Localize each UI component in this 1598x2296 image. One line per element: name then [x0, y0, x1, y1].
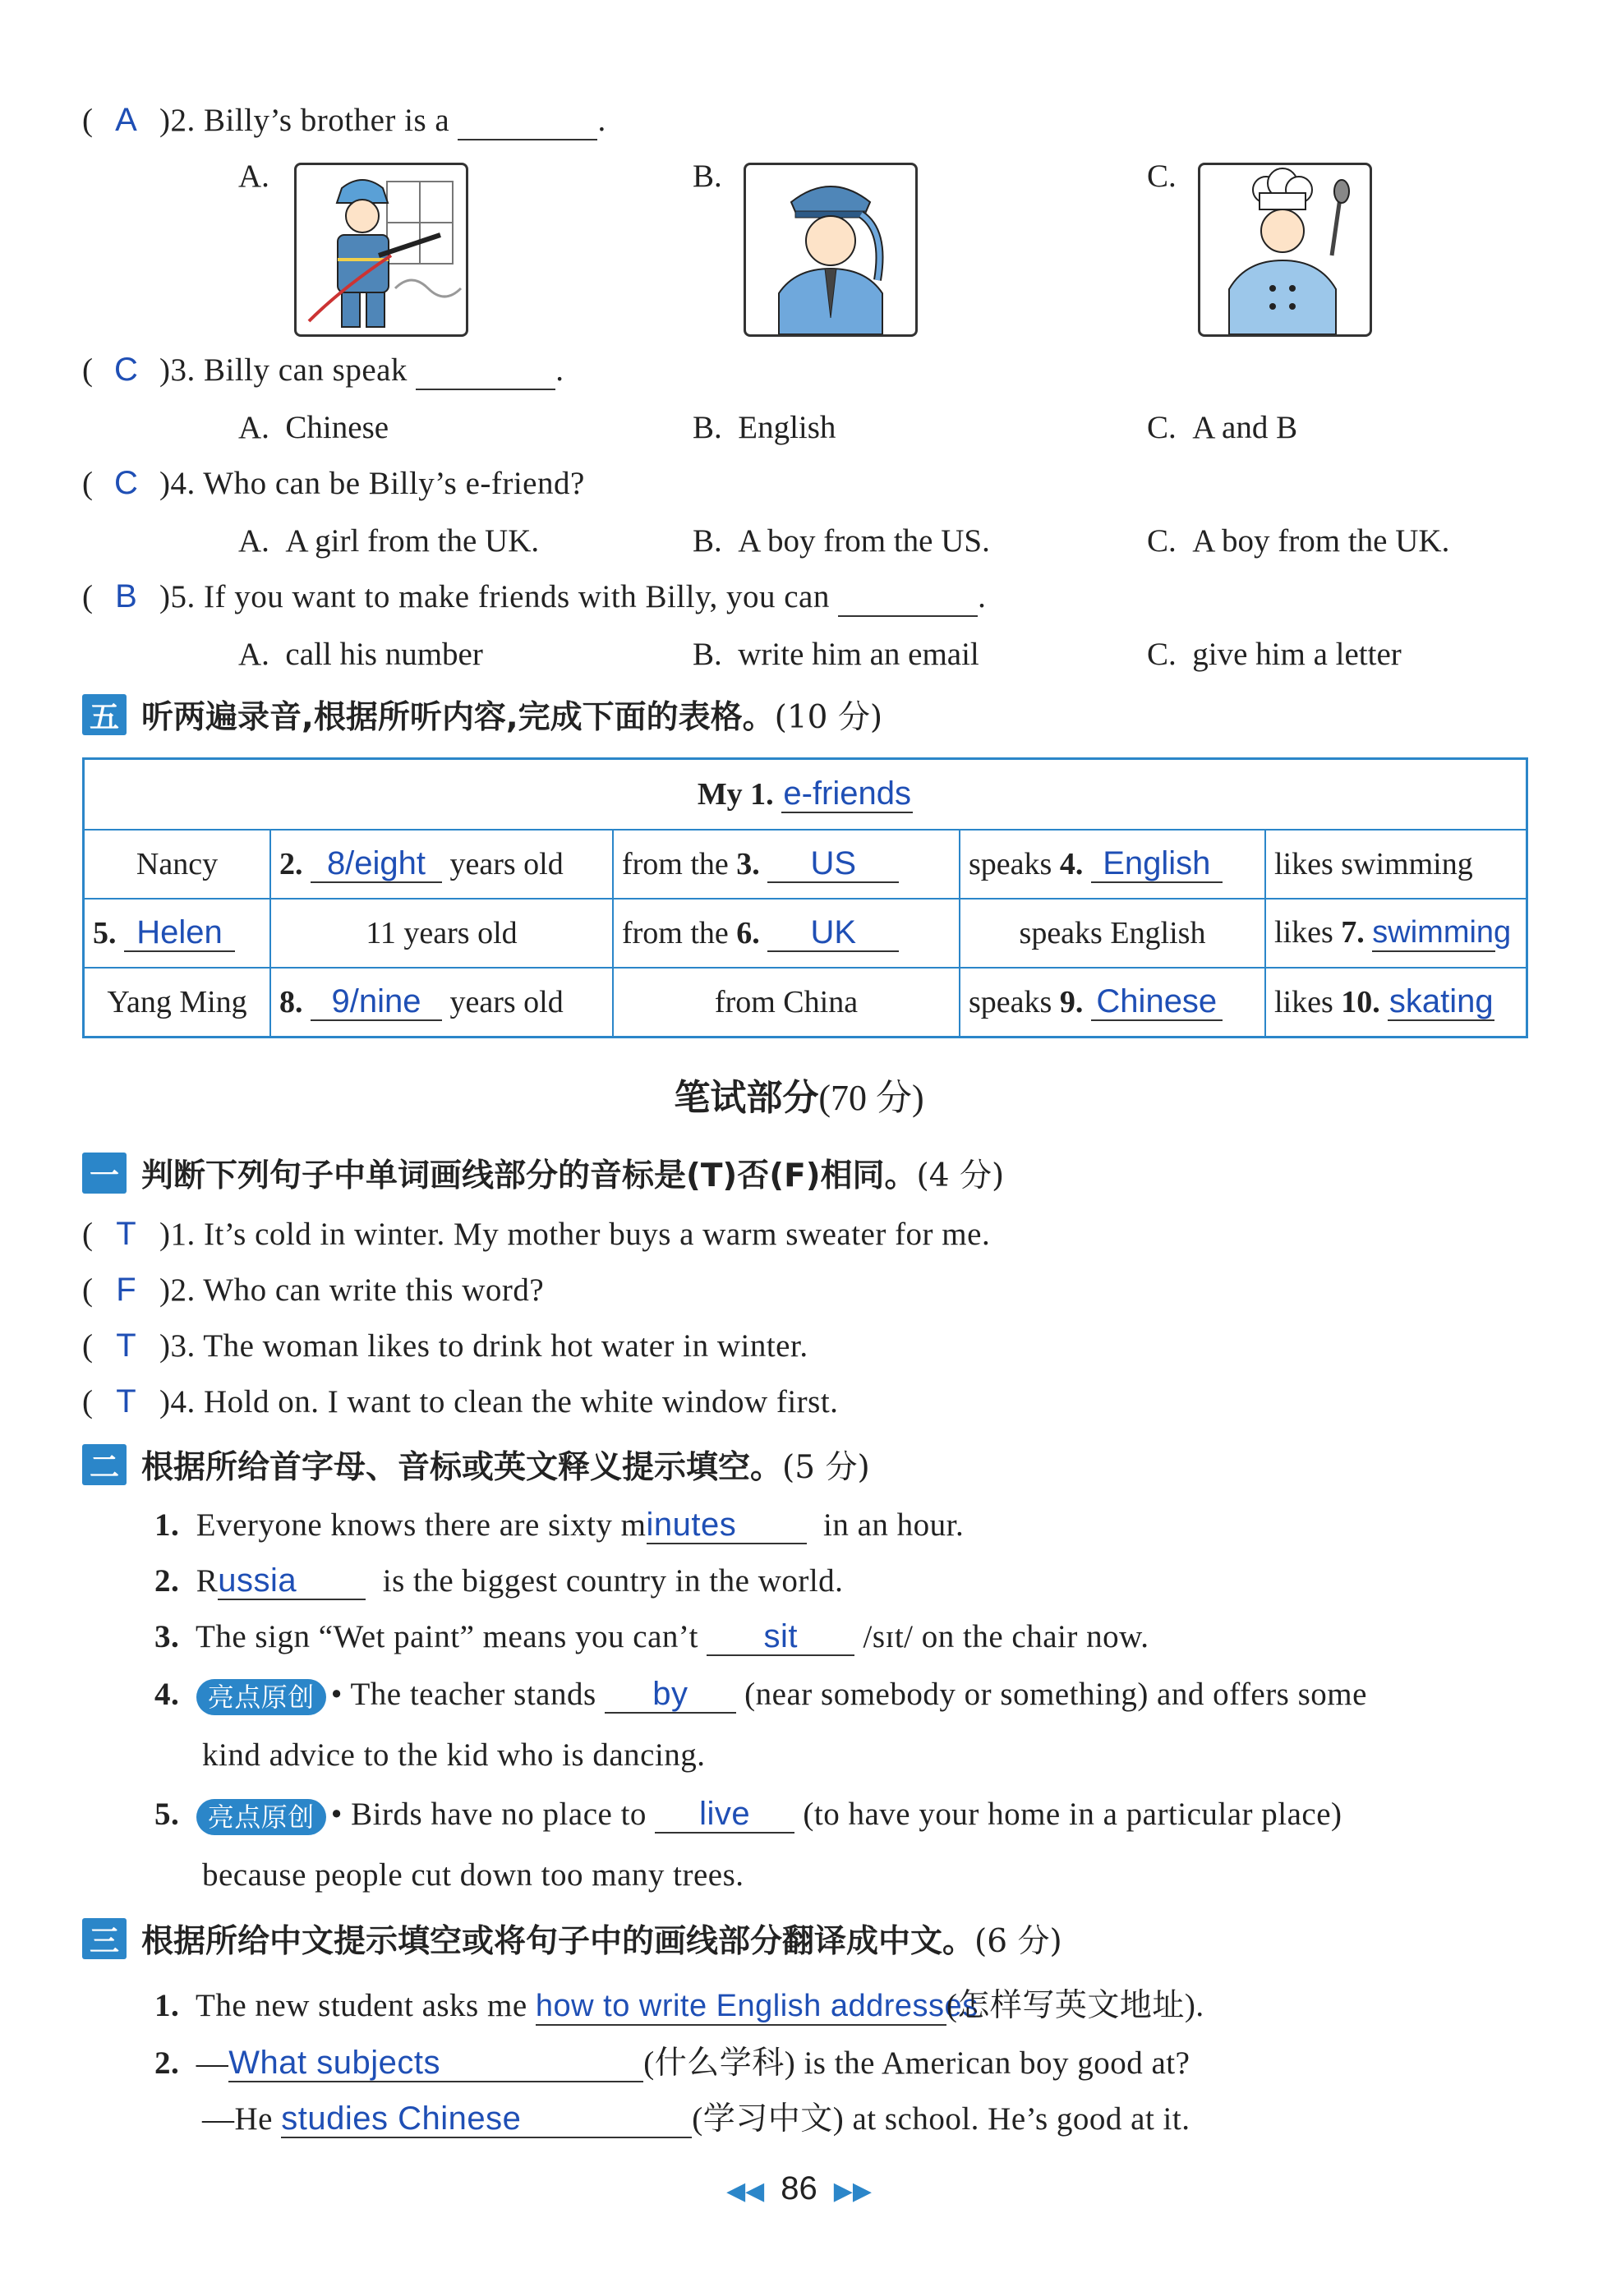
answer-blank: [838, 580, 978, 617]
item-text: The woman likes to drink hot water in winter.: [203, 1328, 808, 1364]
question-text: If you want to make friends with Billy, you can: [204, 579, 830, 614]
question-number: )2.: [159, 103, 196, 138]
hobby-cell: likes swimming: [1265, 830, 1527, 899]
section-title: 根据所给首字母、音标或英文释义提示填空。: [141, 1449, 783, 1486]
answer-blank: US: [767, 845, 899, 883]
question-2: ( A )2. Billy’s brother is a .: [82, 102, 606, 140]
police-officer-picture: [744, 163, 918, 337]
option-a-label: A.: [238, 159, 269, 194]
option-c: C. A boy from the UK.: [1147, 523, 1450, 559]
question-number: )3.: [159, 352, 196, 388]
police-officer-icon: [746, 165, 915, 334]
name-cell: 5. Helen: [84, 899, 271, 968]
part-3-item-1: 1. The new student asks me how to write English addresses(怎样写英文地址).: [154, 1980, 1204, 2026]
item-text: Hold on. I want to clean the white window first.: [204, 1384, 839, 1419]
section-title: 听两遍录音,根据所听内容,完成下面的表格。: [141, 699, 775, 736]
table-row: [84, 899, 1527, 968]
option-c: C. A and B: [1147, 410, 1298, 445]
answer: T: [116, 1216, 137, 1252]
hobby-cell: likes 10. skating: [1265, 968, 1527, 1038]
answer-blank: skating: [1388, 983, 1494, 1019]
option-a: A. call his number: [238, 637, 483, 672]
part-2-item-5-line-2: because people cut down too many trees.: [202, 1857, 744, 1893]
prev-page-icon: ◀◀: [726, 2177, 765, 2206]
question-text: Billy can speak: [204, 352, 408, 388]
section-score: (4 分): [916, 1157, 1005, 1194]
answer: T: [116, 1383, 137, 1419]
answer-blank: UK: [767, 914, 899, 952]
language-cell: speaks English: [960, 899, 1265, 968]
section-score: (6 分): [974, 1923, 1062, 1960]
answer: C: [114, 352, 139, 388]
option-a: A. A girl from the UK.: [238, 523, 540, 559]
part-2-item-4: 4. 亮点原创 • The teacher stands by (near somebody or something) and offers some: [154, 1676, 1367, 1715]
question-4: ( C )4. Who can be Billy’s e-friend?: [82, 465, 585, 501]
page-footer: [0, 2169, 1598, 2207]
original-tag: 亮点原创: [196, 1679, 326, 1715]
question-text: Who can be Billy’s e-friend?: [203, 466, 585, 501]
answer: C: [114, 465, 139, 501]
answer-blank: studies Chinese: [281, 2100, 692, 2138]
next-page-icon: ▶▶: [833, 2177, 872, 2206]
part-1-item-3: ( T )3. The woman likes to drink hot water in winter.: [82, 1327, 808, 1364]
option-b: B. write him an email: [693, 637, 979, 672]
section-badge: 三: [82, 1918, 127, 1959]
section-badge: 一: [82, 1153, 127, 1194]
answer-blank: e-friends: [781, 775, 913, 813]
section-score: (10 分): [774, 699, 883, 736]
age-cell: 11 years old: [270, 899, 613, 968]
language-cell: speaks 4. English: [960, 830, 1265, 899]
written-part-title: 笔试部分(70 分): [674, 1077, 924, 1119]
option-c-label: C.: [1147, 159, 1177, 194]
item-text: It’s cold in winter. My mother buys a warm sweater for me.: [204, 1217, 991, 1252]
language-cell: speaks 9. Chinese: [960, 968, 1265, 1038]
answer-blank: English: [1091, 845, 1223, 883]
answer-blank: [458, 104, 597, 140]
part-1-heading: [82, 1150, 1004, 1196]
country-cell: from China: [613, 968, 960, 1038]
hobby-cell: likes 7. swimming: [1265, 899, 1527, 968]
part-1-item-1: ( T )1. It’s cold in winter. My mother buys a warm sweater for me.: [82, 1216, 991, 1252]
question-number: )4.: [159, 466, 196, 501]
question-5: ( B )5. If you want to make friends with Billy, you can .: [82, 578, 986, 617]
part-2-item-2: 2. Russia is the biggest country in the world.: [154, 1562, 844, 1599]
section-badge: 二: [82, 1444, 127, 1485]
part-3-item-2-line-2: —He studies Chinese (学习中文) at school. He’s good at it.: [202, 2100, 1190, 2137]
answer: B: [115, 578, 138, 614]
page-number: 86: [781, 2170, 817, 2206]
section-title: 根据所给中文提示填空或将句子中的画线部分翻译成中文。: [141, 1923, 975, 1960]
part-2-item-4-line-2: kind advice to the kid who is dancing.: [202, 1737, 706, 1773]
question-number: )5.: [159, 579, 196, 614]
answer-blank: sit: [707, 1618, 854, 1656]
section-score: (5 分): [782, 1449, 870, 1486]
section-5-heading: [82, 692, 882, 738]
answer-blank: swimming: [1372, 916, 1495, 952]
question-3: ( C )3. Billy can speak .: [82, 352, 564, 390]
answer-blank: 8/eight: [311, 845, 442, 883]
firefighter-picture: [294, 163, 468, 337]
table-title-cell: My 1. e-friends: [84, 759, 1527, 831]
answer-blank: how to write English addresses: [536, 1990, 946, 2026]
item-text: Who can write this word?: [203, 1272, 545, 1308]
table-row: [84, 968, 1527, 1038]
answer-blank: [416, 353, 555, 390]
name-cell: Nancy: [84, 830, 271, 899]
answer-blank: live: [655, 1796, 794, 1834]
section-title: 判断下列句子中单词画线部分的音标是(T)否(F)相同。: [141, 1157, 917, 1194]
option-a: A. Chinese: [238, 410, 389, 445]
chef-icon: [1200, 165, 1370, 334]
age-cell: 8. 9/nine years old: [270, 968, 613, 1038]
part-1-item-4: ( T )4. Hold on. I want to clean the white window first.: [82, 1383, 839, 1419]
option-b: B. A boy from the US.: [693, 523, 990, 559]
answer-blank: inutes: [647, 1507, 807, 1544]
country-cell: from the 3. US: [613, 830, 960, 899]
age-cell: 2. 8/eight years old: [270, 830, 613, 899]
e-friends-table: [82, 757, 1528, 1038]
part-2-item-1: 1. Everyone knows there are sixty minutes in an hour.: [154, 1507, 965, 1543]
answer-blank: by: [605, 1676, 736, 1714]
part-2-item-5: 5. 亮点原创 • Birds have no place to live (to have your home in a particular place): [154, 1796, 1342, 1835]
answer-blank: ussia: [218, 1562, 366, 1600]
option-b-label: B.: [693, 159, 722, 194]
answer: T: [116, 1327, 137, 1364]
original-tag: 亮点原创: [196, 1799, 326, 1835]
firefighter-icon: [297, 165, 466, 334]
part-2-item-3: 3. The sign “Wet paint” means you can’t sit /sɪt/ on the chair now.: [154, 1618, 1149, 1654]
answer-blank: What subjects: [228, 2045, 643, 2082]
section-badge: 五: [82, 694, 127, 735]
chef-picture: [1198, 163, 1372, 337]
question-text: Billy’s brother is a: [204, 103, 450, 138]
answer: A: [115, 102, 138, 138]
part-3-item-2: 2. —What subjects (什么学科) is the American boy good at?: [154, 2045, 1190, 2081]
part-1-item-2: ( F )2. Who can write this word?: [82, 1272, 545, 1308]
part-3-heading: [82, 1916, 1062, 1962]
option-c: C. give him a letter: [1147, 637, 1402, 672]
answer-blank: Helen: [124, 914, 235, 952]
answer-blank: 9/nine: [311, 983, 442, 1021]
name-cell: Yang Ming: [84, 968, 271, 1038]
country-cell: from the 6. UK: [613, 899, 960, 968]
part-2-heading: [82, 1442, 870, 1488]
answer: F: [116, 1272, 137, 1308]
table-title-row: [84, 759, 1527, 831]
answer-blank: Chinese: [1091, 983, 1223, 1021]
option-b: B. English: [693, 410, 836, 445]
table-row: [84, 830, 1527, 899]
